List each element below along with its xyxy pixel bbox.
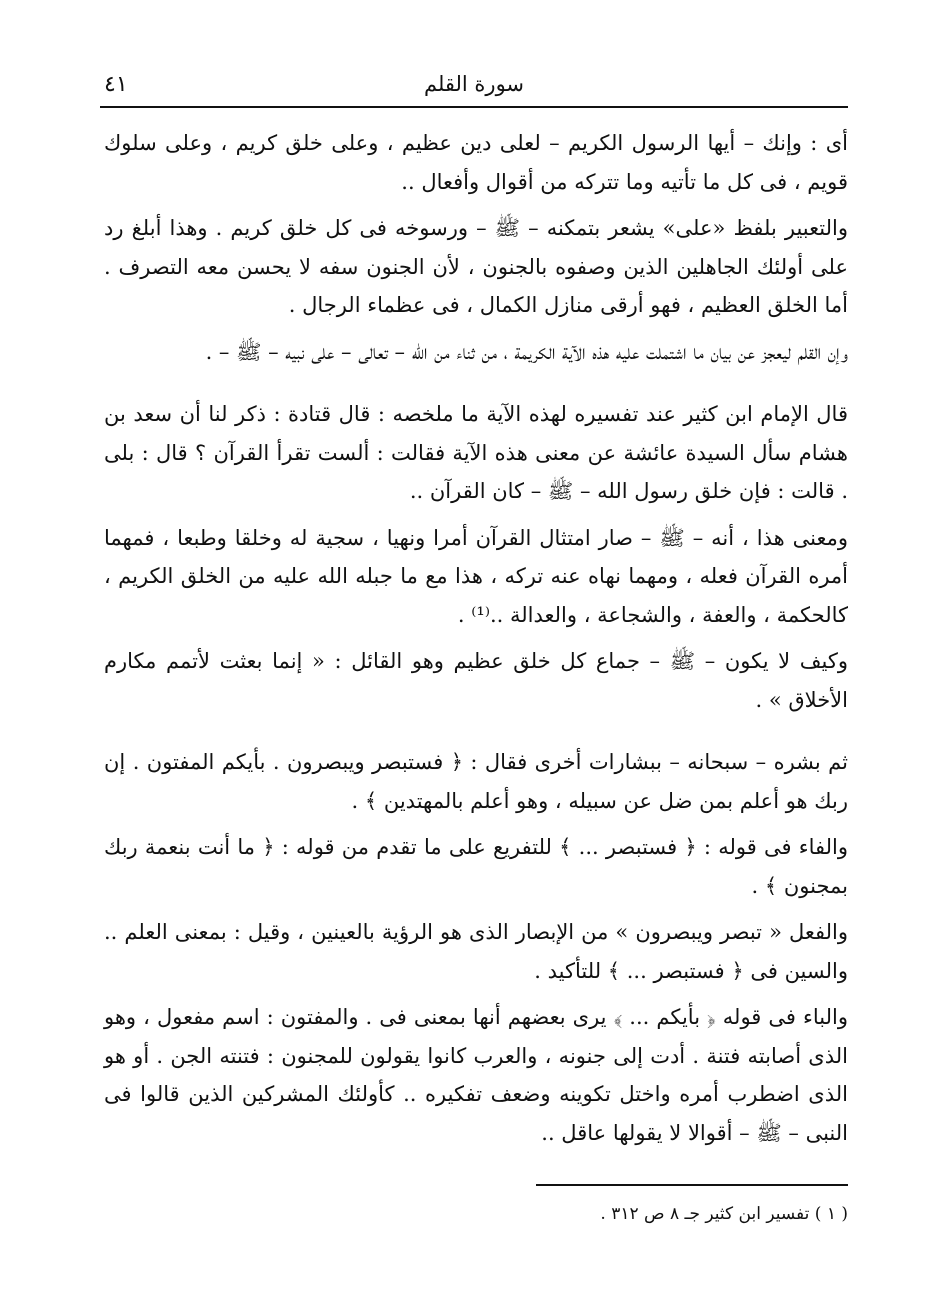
text-line: – ﷺ – أقوالا لا يقولها عاقل .. (541, 1120, 799, 1145)
text-line: أى : وإنك – أيها الرسول الكريم – لعلى دين عظيم ، وعلى خلق كريم ، وعلى سلوك (104, 131, 848, 155)
text-line: والفاء فى قوله : ﴿ فستبصر ... ﴾ للتفريع على ما تقدم من قوله : ﴿ ما أنت بنعمة ربك (104, 835, 849, 859)
text-line: والسين فى ﴿ فستبصر ... ﴾ للتأكيد . (534, 958, 848, 983)
text-line: والباء فى قوله ﴿ بأيكم ... ﴾ يرى بعضهم أنها بمعنى فى . والمفتون : اسم مفعول ، وهو (104, 1005, 848, 1029)
text-line: إن ربك هو أعلم بمن ضل عن سبيله ، وهو أعلم بالمهتدين ﴾ . (104, 750, 848, 813)
text-line: الذى اضطرب أمره واختل تكوينه وضعف تفكيره .. كأولئك المشركين الذين قالوا فى النبى (104, 1082, 848, 1145)
footnote-divider (536, 1184, 848, 1186)
text-line: قويم ، فى كل ما تأتيه وما تتركه من أقوال وأفعال .. (401, 169, 848, 194)
text-line: والتعبير بلفظ «على» يشعر بتمكنه – ﷺ – ورسوخه فى كل خلق كريم . وهذا أبلغ (131, 216, 848, 240)
text-line: هشام سأل السيدة عائشة عن معنى هذه الآية فقالت : ألست تقرأ القرآن ؟ قال : بلى . (104, 440, 848, 503)
text-line: ومعنى هذا ، أنه – ﷺ – صار امتثال القرآن أمرا ونهيا ، سجية له وخلقا وطبعا ، فمهما (104, 525, 848, 550)
paragraph (104, 395, 848, 511)
text-line: وكيف لا يكون – ﷺ – جماع كل خلق عظيم وهو القائل : « إنما بعثت لأتمم مكارم (104, 649, 848, 673)
paragraph (104, 642, 848, 719)
text-line: قال الإمام ابن كثير عند تفسيره لهذه الآية ما ملخصه : قال قتادة : ذكر لنا أن سعد بن (104, 402, 848, 426)
main-text (104, 124, 848, 1152)
surah-title: سورة القلم (423, 72, 525, 96)
margin-speck (84, 44, 94, 54)
text-line: بمجنون ﴾ . (751, 873, 848, 898)
text-line: كالحكمة ، والعفة ، والشجاعة ، والعدالة ..⁽¹⁾ . (457, 602, 848, 627)
paragraph (104, 743, 848, 820)
text-line: الأخلاق » . (755, 687, 848, 712)
paragraph (104, 519, 848, 635)
text-line: الخلق العظيم ، فهو أرقى منازل الكمال ، فى عظماء الرجال . (288, 293, 818, 317)
paragraph (104, 333, 848, 372)
paragraph (104, 209, 848, 325)
paragraph (104, 828, 848, 905)
footnote: ( ١ ) تفسير ابن كثير جـ ٨ ص ٣١٢ . (600, 1204, 848, 1224)
page-number: ٤١ (104, 72, 128, 97)
paragraph (104, 913, 848, 990)
text-line: الذى أصابته فتنة . أدت إلى جنونه ، والعرب كانوا يقولون للمجنون : فتنته الجن . أو هو (104, 1043, 848, 1068)
running-header (100, 70, 848, 108)
text-line: رد على أولئك الجاهلين الذين وصفوه بالجنون ، لأن الجنون سفه لا يحسن معه التصرف . أما (104, 216, 848, 317)
text-line: والفعل « تبصر ويبصرون » من الإبصار الذى هو الرؤية بالعينين ، وقيل : بمعنى العلم .. (104, 920, 848, 944)
text-line: وإن القلم ليعجز عن بيان ما اشتملت عليه هذه الآية الكريمة ، من ثناء من الله – تعالى – (341, 339, 848, 364)
text-line: على نبيه – ﷺ – . (205, 339, 335, 364)
paragraph (104, 124, 848, 201)
paragraph (104, 998, 848, 1152)
text-line: أمره القرآن فعله ، ومهما نهاه عنه تركه ، هذا مع ما جبله الله عليه من الخلق الكريم ، (104, 564, 848, 588)
text-line: ثم بشره – سبحانه – ببشارات أخرى فقال : ﴿ فستبصر ويبصرون . بأيكم المفتون . (132, 750, 848, 774)
text-line: قالت : فإن خلق رسول الله – ﷺ – كان القرآن .. (409, 479, 835, 503)
